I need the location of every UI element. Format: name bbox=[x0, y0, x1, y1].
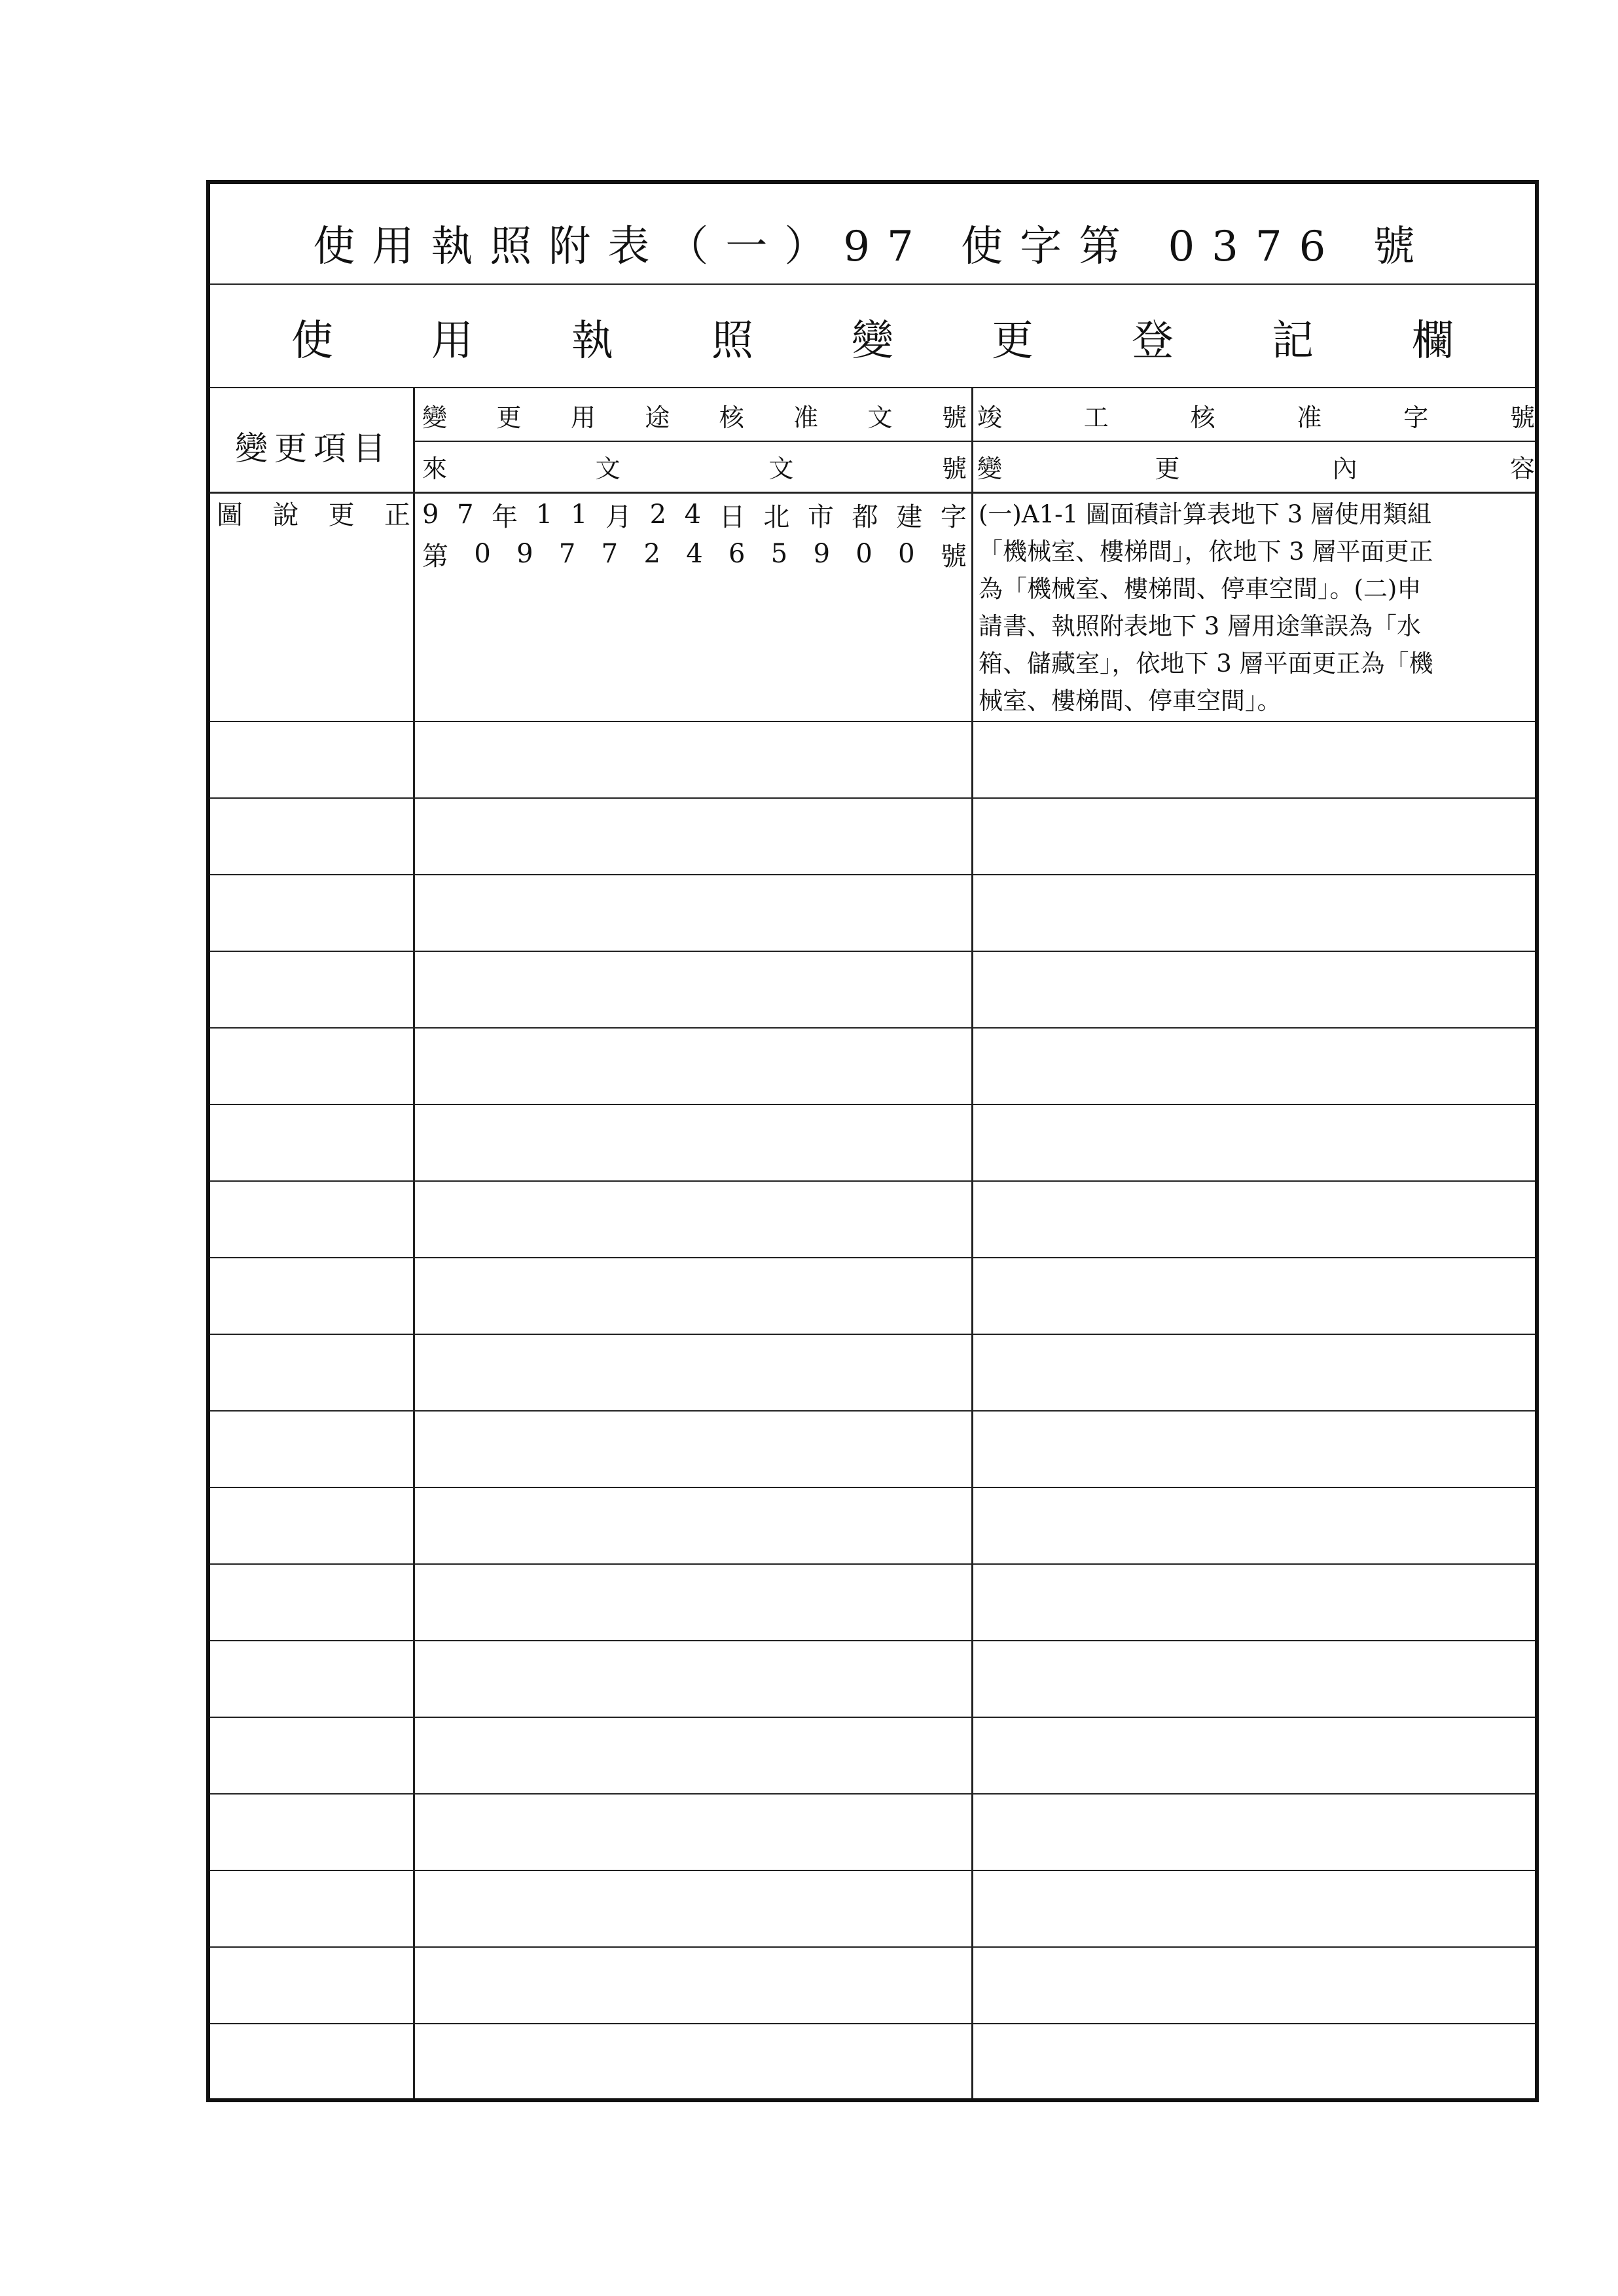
row-divider bbox=[210, 1410, 1535, 1412]
entry-change-item bbox=[214, 493, 413, 532]
char: 1 bbox=[535, 500, 553, 530]
char: 4 bbox=[686, 539, 703, 569]
char: 第 bbox=[422, 541, 448, 572]
char: 變 bbox=[977, 454, 1003, 483]
column-divider bbox=[971, 387, 973, 2098]
char: 變 bbox=[422, 403, 448, 432]
divider bbox=[210, 283, 1535, 285]
row-divider bbox=[210, 1640, 1535, 1641]
content-line: 請書、執照附表地下 3 層用途筆誤為「水 bbox=[979, 612, 1422, 640]
char: 說 bbox=[272, 500, 299, 530]
char: 2 bbox=[649, 500, 667, 530]
char: 都 bbox=[852, 501, 878, 532]
row-divider bbox=[210, 1027, 1535, 1029]
char: 字 bbox=[1403, 403, 1429, 432]
row-divider bbox=[210, 1717, 1535, 1718]
form-subtitle: 使用執照變更登記欄 bbox=[291, 317, 1552, 365]
header-change-content bbox=[975, 443, 1537, 489]
char: 1 bbox=[570, 500, 588, 530]
char: 號 bbox=[1509, 403, 1535, 432]
row-divider bbox=[210, 1180, 1535, 1182]
char: 7 bbox=[558, 539, 576, 569]
entry-doc-line1 bbox=[420, 496, 969, 534]
row-divider bbox=[210, 1257, 1535, 1258]
row-divider bbox=[210, 951, 1535, 952]
char: 號 bbox=[940, 541, 967, 572]
divider bbox=[210, 387, 1535, 388]
char: 更 bbox=[1155, 454, 1180, 483]
column-divider bbox=[413, 387, 415, 2098]
char: 容 bbox=[1509, 454, 1535, 483]
char: 文 bbox=[768, 454, 794, 483]
char: 核 bbox=[719, 403, 744, 432]
content-line: 箱、儲藏室」，依地下 3 層平面更正為「機 bbox=[979, 649, 1433, 678]
char: 圖 bbox=[217, 500, 243, 530]
char: 年 bbox=[492, 501, 518, 532]
char: 內 bbox=[1332, 454, 1357, 483]
usage-permit-form bbox=[206, 180, 1552, 2102]
char: 9 bbox=[422, 500, 439, 530]
char: 用 bbox=[570, 403, 596, 432]
char: 5 bbox=[770, 539, 788, 569]
char: 7 bbox=[457, 500, 474, 530]
row-divider bbox=[210, 1563, 1535, 1565]
char: 0 bbox=[855, 539, 872, 569]
char: 來 bbox=[422, 454, 448, 483]
char: 號 bbox=[941, 454, 967, 483]
char: 0 bbox=[474, 539, 491, 569]
row-divider bbox=[210, 797, 1535, 799]
char: 號 bbox=[941, 403, 967, 432]
char: 竣 bbox=[977, 403, 1003, 432]
char: 更 bbox=[328, 500, 355, 530]
char: 日 bbox=[719, 501, 746, 532]
divider bbox=[210, 721, 1535, 722]
row-divider bbox=[210, 1870, 1535, 1871]
row-divider bbox=[210, 2023, 1535, 2024]
row-divider bbox=[210, 874, 1535, 875]
char: 9 bbox=[813, 539, 831, 569]
char: 途 bbox=[645, 403, 670, 432]
content-line: (一)A1-1 圖面積計算表地下 3 層使用類組 bbox=[979, 500, 1431, 528]
char: 工 bbox=[1083, 403, 1109, 432]
char: 准 bbox=[1297, 403, 1322, 432]
row-divider bbox=[210, 1793, 1535, 1795]
char: 正 bbox=[384, 500, 410, 530]
char: 北 bbox=[763, 501, 790, 532]
char: 0 bbox=[898, 539, 915, 569]
char: 核 bbox=[1190, 403, 1215, 432]
char: 月 bbox=[605, 501, 632, 532]
header-approval-doc-no bbox=[420, 392, 969, 438]
header-completion-no bbox=[975, 392, 1537, 438]
char: 6 bbox=[728, 539, 746, 569]
content-line: 械室、樓梯間、停車空間」。 bbox=[979, 687, 1282, 715]
char: 文 bbox=[595, 454, 620, 483]
row-divider bbox=[210, 1946, 1535, 1948]
divider bbox=[414, 441, 1535, 442]
content-line: 「機械室、樓梯間」，依地下 3 層平面更正 bbox=[979, 538, 1433, 566]
char: 更 bbox=[496, 403, 522, 432]
form-title: 使用執照附表（一）97 使字第 0376 號 bbox=[313, 223, 1432, 271]
char: 7 bbox=[601, 539, 619, 569]
header-change-item: 變更項目 bbox=[235, 429, 392, 467]
row-divider bbox=[210, 1334, 1535, 1335]
char: 4 bbox=[684, 500, 702, 530]
char: 9 bbox=[516, 539, 533, 569]
row-divider bbox=[210, 1487, 1535, 1488]
char: 市 bbox=[807, 501, 834, 532]
entry-change-content bbox=[975, 492, 1539, 721]
char: 字 bbox=[940, 501, 967, 532]
content-line: 為「機械室、樓梯間、停車空間」。(二)申 bbox=[979, 575, 1422, 603]
char: 建 bbox=[896, 501, 923, 532]
char: 文 bbox=[867, 403, 893, 432]
char: 准 bbox=[793, 403, 819, 432]
entry-doc-line2 bbox=[420, 535, 969, 573]
row-divider bbox=[210, 1104, 1535, 1105]
header-incoming-doc-no bbox=[420, 443, 969, 489]
char: 2 bbox=[643, 539, 660, 569]
